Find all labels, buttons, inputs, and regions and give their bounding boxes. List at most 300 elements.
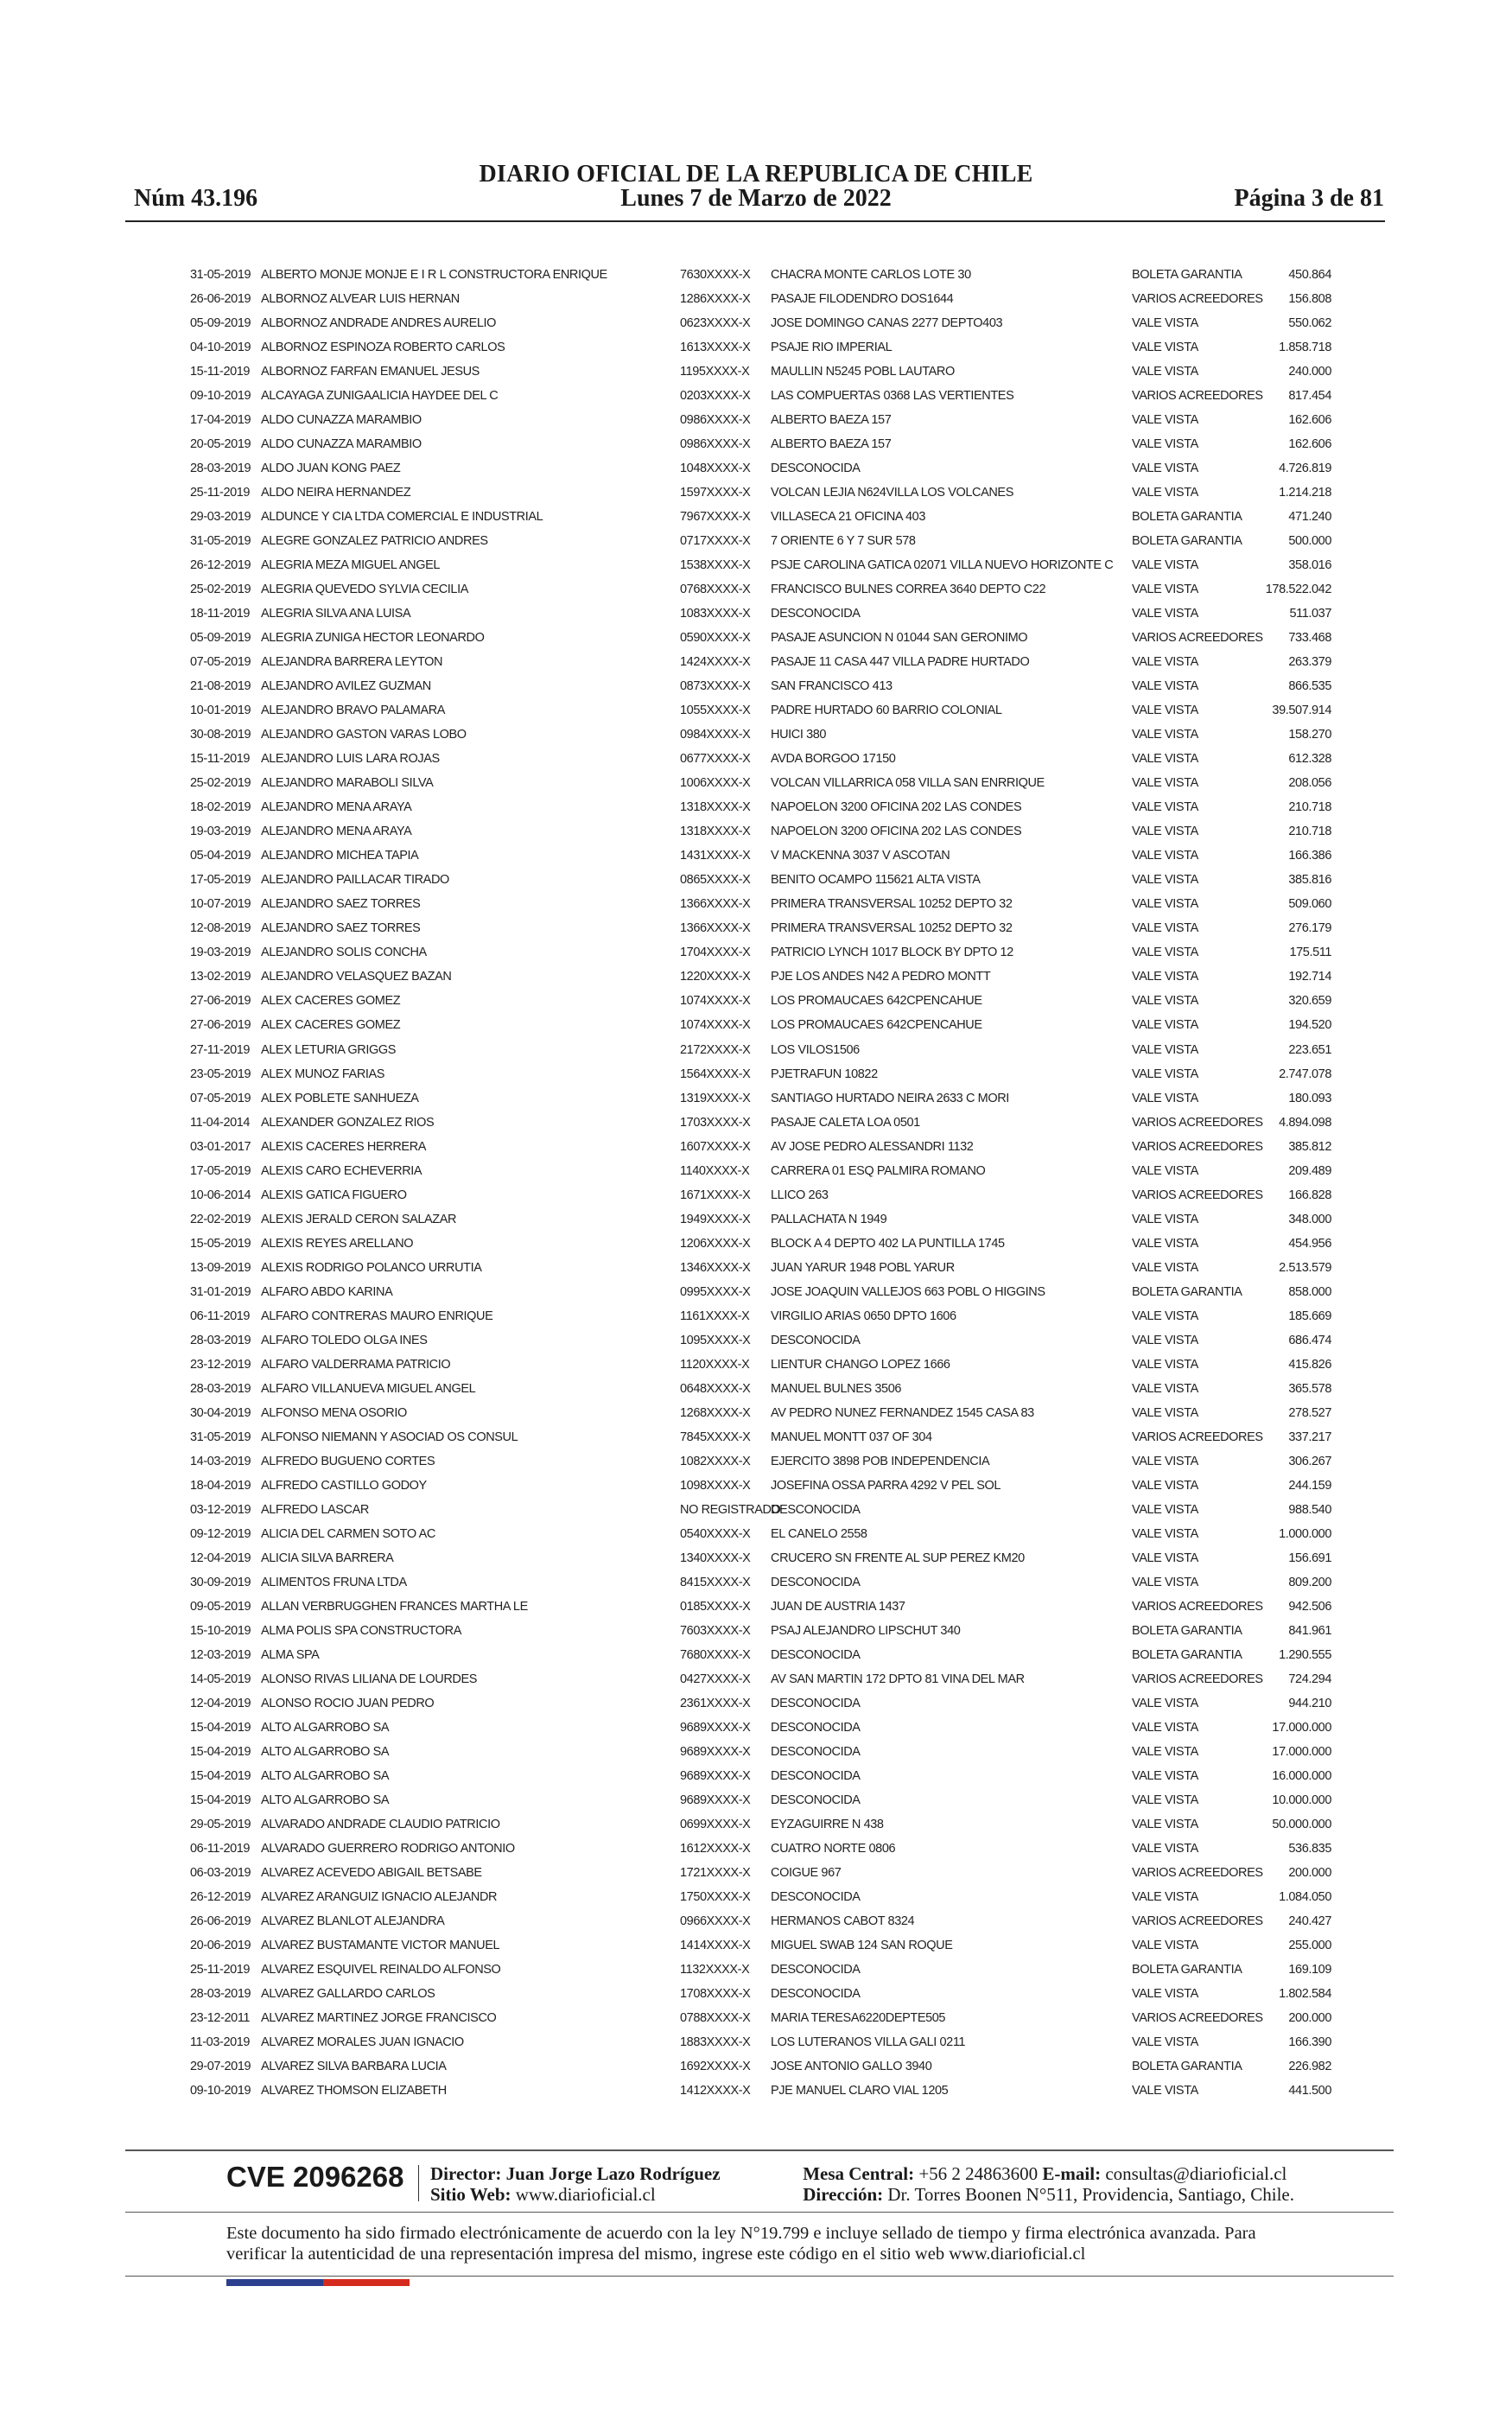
record-document-type: VALE VISTA bbox=[1132, 1067, 1198, 1081]
record-amount: 200.000 bbox=[1288, 1866, 1331, 1881]
record-date: 15-11-2019 bbox=[190, 752, 251, 767]
record-name: ALEGRIA SILVA ANA LUISA bbox=[261, 607, 411, 621]
record-date: 19-03-2019 bbox=[190, 946, 251, 960]
record-date: 28-03-2019 bbox=[190, 462, 251, 476]
record-address: PRIMERA TRANSVERSAL 10252 DEPTO 32 bbox=[771, 921, 1013, 936]
record-address: CHACRA MONTE CARLOS LOTE 30 bbox=[771, 268, 971, 282]
record-document-type: VALE VISTA bbox=[1132, 1042, 1198, 1057]
table-row bbox=[0, 505, 1512, 529]
record-rut: 0966XXXX-X bbox=[680, 1914, 751, 1929]
record-document-type: VARIOS ACREEDORES bbox=[1132, 2011, 1263, 2026]
record-name: ALEGRIA QUEVEDO SYLVIA CECILIA bbox=[261, 583, 468, 597]
record-date: 25-11-2019 bbox=[190, 486, 251, 500]
record-name: ALEJANDRO MICHEA TAPIA bbox=[261, 849, 419, 863]
record-name: ALEJANDRO SAEZ TORRES bbox=[261, 897, 421, 912]
record-address: 7 ORIENTE 6 Y 7 SUR 578 bbox=[771, 534, 916, 549]
record-address: AV JOSE PEDRO ALESSANDRI 1132 bbox=[771, 1139, 974, 1154]
record-address: DESCONOCIDA bbox=[771, 1987, 861, 2002]
table-row bbox=[0, 553, 1512, 577]
record-rut: 7967XXXX-X bbox=[680, 510, 751, 525]
record-name: ALEGRE GONZALEZ PATRICIO ANDRES bbox=[261, 534, 488, 549]
record-amount: 944.210 bbox=[1288, 1696, 1331, 1710]
record-amount: 200.000 bbox=[1288, 2011, 1331, 2026]
record-rut: 0788XXXX-X bbox=[680, 2011, 751, 2026]
record-date: 19-03-2019 bbox=[190, 825, 251, 839]
record-address: PASAJE FILODENDRO DOS1644 bbox=[771, 292, 954, 307]
record-rut: 1098XXXX-X bbox=[680, 1478, 751, 1493]
record-address: DESCONOCIDA bbox=[771, 1333, 861, 1347]
table-row bbox=[0, 1425, 1512, 1449]
record-name: ALMA POLIS SPA CONSTRUCTORA bbox=[261, 1623, 462, 1638]
record-name: ALEX MUNOZ FARIAS bbox=[261, 1067, 385, 1081]
record-document-type: VALE VISTA bbox=[1132, 1526, 1198, 1541]
record-rut: 9689XXXX-X bbox=[680, 1793, 751, 1807]
record-rut: 1424XXXX-X bbox=[680, 655, 751, 670]
table-row bbox=[0, 771, 1512, 795]
record-document-type: VALE VISTA bbox=[1132, 1502, 1198, 1517]
record-date: 15-04-2019 bbox=[190, 1768, 251, 1783]
record-date: 05-04-2019 bbox=[190, 849, 251, 863]
record-rut: 1721XXXX-X bbox=[680, 1866, 751, 1881]
footer-contact-block bbox=[803, 2163, 1294, 2205]
record-date: 20-05-2019 bbox=[190, 437, 251, 452]
record-date: 03-01-2017 bbox=[190, 1139, 251, 1154]
record-date: 30-04-2019 bbox=[190, 1405, 251, 1420]
record-date: 29-05-2019 bbox=[190, 1818, 251, 1831]
record-name: ALEX CACERES GOMEZ bbox=[261, 994, 401, 1009]
record-amount: 209.489 bbox=[1288, 1163, 1331, 1178]
record-name: ALVAREZ ACEVEDO ABIGAIL BETSABE bbox=[261, 1866, 482, 1881]
table-row bbox=[0, 263, 1512, 287]
record-rut: 1268XXXX-X bbox=[680, 1405, 751, 1420]
record-document-type: VALE VISTA bbox=[1132, 1357, 1198, 1372]
record-address: DESCONOCIDA bbox=[771, 1696, 861, 1710]
record-document-type: VARIOS ACREEDORES bbox=[1132, 631, 1263, 646]
record-address: PJE MANUEL CLARO VIAL 1205 bbox=[771, 2084, 949, 2098]
record-amount: 156.808 bbox=[1288, 292, 1331, 307]
record-rut: 1140XXXX-X bbox=[680, 1163, 750, 1178]
record-amount: 337.217 bbox=[1288, 1430, 1331, 1444]
table-row bbox=[0, 2054, 1512, 2079]
record-rut: 8415XXXX-X bbox=[680, 1575, 751, 1589]
issue-number: Núm 43.196 bbox=[134, 185, 258, 212]
record-document-type: VALE VISTA bbox=[1132, 1890, 1198, 1905]
record-address: AV SAN MARTIN 172 DPTO 81 VINA DEL MAR bbox=[771, 1672, 1025, 1686]
record-date: 31-05-2019 bbox=[190, 1430, 251, 1444]
record-document-type: VALE VISTA bbox=[1132, 462, 1198, 476]
record-amount: 4.894.098 bbox=[1279, 1115, 1331, 1130]
table-row bbox=[0, 1304, 1512, 1328]
record-address: HUICI 380 bbox=[771, 728, 827, 742]
record-document-type: VALE VISTA bbox=[1132, 849, 1198, 863]
record-amount: 733.468 bbox=[1288, 631, 1331, 646]
record-address: LOS PROMAUCAES 642CPENCAHUE bbox=[771, 994, 982, 1009]
record-date: 29-07-2019 bbox=[190, 2060, 251, 2074]
table-row bbox=[0, 1135, 1512, 1159]
record-name: ALEX CACERES GOMEZ bbox=[261, 1018, 401, 1033]
record-amount: 226.982 bbox=[1288, 2060, 1331, 2074]
record-document-type: VARIOS ACREEDORES bbox=[1132, 1866, 1263, 1881]
record-name: ALBORNOZ FARFAN EMANUEL JESUS bbox=[261, 365, 480, 379]
record-name: ALIMENTOS FRUNA LTDA bbox=[261, 1575, 407, 1589]
record-name: ALMA SPA bbox=[261, 1647, 320, 1662]
record-name: ALVAREZ MORALES JUAN IGNACIO bbox=[261, 2035, 464, 2050]
table-row bbox=[0, 529, 1512, 553]
record-date: 15-11-2019 bbox=[190, 365, 251, 379]
record-document-type: VARIOS ACREEDORES bbox=[1132, 292, 1263, 307]
record-name: ALFREDO BUGUENO CORTES bbox=[261, 1454, 435, 1468]
record-rut: 7845XXXX-X bbox=[680, 1430, 751, 1444]
record-address: DESCONOCIDA bbox=[771, 1963, 861, 1977]
record-address: JOSE ANTONIO GALLO 3940 bbox=[771, 2060, 932, 2074]
table-row bbox=[0, 674, 1512, 698]
record-amount: 320.659 bbox=[1288, 994, 1331, 1009]
legal-notice: Este documento ha sido firmado electrónicamente de acuerdo con la ley N°19.799 e incluye sellado de tiempo y firma electrónica avanzada. Para verificar la autenticidad de una representación impresa del mismo, ingrese este código en el sitio web www.diarioficial.cl bbox=[226, 2224, 1256, 2264]
record-rut: 0203XXXX-X bbox=[680, 389, 751, 404]
record-address: VILLASECA 21 OFICINA 403 bbox=[771, 510, 925, 525]
record-date: 11-04-2014 bbox=[190, 1115, 251, 1130]
record-address: SAN FRANCISCO 413 bbox=[771, 679, 893, 694]
table-row bbox=[0, 408, 1512, 432]
record-address: PATRICIO LYNCH 1017 BLOCK BY DPTO 12 bbox=[771, 946, 1013, 960]
record-name: ALDO JUAN KONG PAEZ bbox=[261, 462, 401, 476]
record-address: DESCONOCIDA bbox=[771, 607, 861, 621]
record-document-type: VALE VISTA bbox=[1132, 873, 1198, 888]
record-rut: 1206XXXX-X bbox=[680, 1236, 751, 1251]
record-name: ALONSO RIVAS LILIANA DE LOURDES bbox=[261, 1672, 478, 1686]
header-divider bbox=[125, 220, 1385, 222]
record-rut: 1366XXXX-X bbox=[680, 921, 751, 936]
record-amount: 175.511 bbox=[1289, 946, 1331, 960]
record-address: PJETRAFUN 10822 bbox=[771, 1067, 878, 1081]
table-row bbox=[0, 1716, 1512, 1740]
table-row bbox=[0, 965, 1512, 989]
record-address: MAULLIN N5245 POBL LAUTARO bbox=[771, 365, 955, 379]
record-date: 15-04-2019 bbox=[190, 1720, 251, 1735]
table-row bbox=[0, 1619, 1512, 1643]
record-rut: 1564XXXX-X bbox=[680, 1067, 751, 1081]
record-name: ALEX POBLETE SANHUEZA bbox=[261, 1091, 419, 1105]
record-amount: 536.835 bbox=[1288, 1842, 1331, 1856]
record-amount: 194.520 bbox=[1288, 1018, 1331, 1033]
record-date: 27-06-2019 bbox=[190, 1018, 251, 1033]
record-rut: 2172XXXX-X bbox=[680, 1042, 751, 1057]
address-label: Dirección: bbox=[803, 2184, 884, 2205]
record-document-type: VALE VISTA bbox=[1132, 1163, 1198, 1178]
record-rut: 1412XXXX-X bbox=[680, 2084, 751, 2098]
record-amount: 2.747.078 bbox=[1279, 1067, 1331, 1081]
record-amount: 988.540 bbox=[1288, 1502, 1331, 1517]
record-address: AVDA BORGOO 17150 bbox=[771, 752, 896, 767]
record-document-type: VALE VISTA bbox=[1132, 1236, 1198, 1251]
table-row bbox=[0, 868, 1512, 892]
record-rut: 9689XXXX-X bbox=[680, 1720, 751, 1735]
record-amount: 263.379 bbox=[1288, 655, 1331, 670]
table-row bbox=[0, 2030, 1512, 2054]
record-rut: 1708XXXX-X bbox=[680, 1987, 751, 2002]
record-document-type: VALE VISTA bbox=[1132, 1696, 1198, 1710]
record-address: DESCONOCIDA bbox=[771, 1720, 861, 1735]
record-rut: 0865XXXX-X bbox=[680, 873, 751, 888]
record-date: 29-03-2019 bbox=[190, 510, 251, 525]
table-row bbox=[0, 1643, 1512, 1667]
record-document-type: VALE VISTA bbox=[1132, 655, 1198, 670]
record-document-type: BOLETA GARANTIA bbox=[1132, 1623, 1242, 1638]
record-address: MARIA TERESA6220DEPTE505 bbox=[771, 2011, 946, 2026]
gazette-title: DIARIO OFICIAL DE LA REPUBLICA DE CHILE bbox=[479, 161, 1033, 188]
record-name: ALFREDO CASTILLO GODOY bbox=[261, 1478, 427, 1493]
record-name: ALEJANDRO BRAVO PALAMARA bbox=[261, 704, 446, 718]
record-rut: 1132XXXX-X bbox=[680, 1963, 750, 1977]
record-name: ALFONSO MENA OSORIO bbox=[261, 1405, 407, 1420]
record-document-type: BOLETA GARANTIA bbox=[1132, 510, 1242, 525]
record-date: 09-12-2019 bbox=[190, 1526, 251, 1541]
table-row bbox=[0, 432, 1512, 456]
table-row bbox=[0, 1909, 1512, 1933]
record-name: ALEGRIA ZUNIGA HECTOR LEONARDO bbox=[261, 631, 485, 646]
record-document-type: BOLETA GARANTIA bbox=[1132, 268, 1242, 282]
table-row bbox=[0, 1401, 1512, 1425]
record-address: NAPOELON 3200 OFICINA 202 LAS CONDES bbox=[771, 825, 1022, 839]
record-address: JOSE DOMINGO CANAS 2277 DEPTO403 bbox=[771, 316, 1003, 331]
record-date: 31-05-2019 bbox=[190, 268, 251, 282]
record-address: MANUEL MONTT 037 OF 304 bbox=[771, 1430, 932, 1444]
record-amount: 50.000.000 bbox=[1272, 1818, 1331, 1831]
record-amount: 612.328 bbox=[1288, 752, 1331, 767]
record-name: ALEJANDRA BARRERA LEYTON bbox=[261, 655, 443, 670]
record-address: LLICO 263 bbox=[771, 1188, 829, 1202]
record-date: 15-10-2019 bbox=[190, 1623, 251, 1638]
record-amount: 4.726.819 bbox=[1279, 462, 1331, 476]
record-document-type: VALE VISTA bbox=[1132, 1818, 1198, 1831]
record-document-type: VALE VISTA bbox=[1132, 486, 1198, 500]
record-date: 28-03-2019 bbox=[190, 1381, 251, 1396]
table-row bbox=[0, 916, 1512, 940]
record-amount: 841.961 bbox=[1288, 1623, 1331, 1638]
record-rut: 0986XXXX-X bbox=[680, 437, 751, 452]
record-amount: 385.812 bbox=[1288, 1139, 1331, 1154]
record-rut: 0873XXXX-X bbox=[680, 679, 751, 694]
record-amount: 223.651 bbox=[1288, 1042, 1331, 1057]
record-rut: 0590XXXX-X bbox=[680, 631, 751, 646]
table-row bbox=[0, 1885, 1512, 1909]
record-document-type: VALE VISTA bbox=[1132, 1842, 1198, 1856]
record-address: LOS PROMAUCAES 642CPENCAHUE bbox=[771, 1018, 982, 1033]
flag-stripe-blue bbox=[226, 2279, 323, 2286]
record-date: 04-10-2019 bbox=[190, 341, 251, 355]
record-document-type: VARIOS ACREEDORES bbox=[1132, 1115, 1263, 1130]
table-row bbox=[0, 1256, 1512, 1280]
record-rut: 1161XXXX-X bbox=[680, 1309, 750, 1323]
record-document-type: VALE VISTA bbox=[1132, 1260, 1198, 1275]
record-document-type: VALE VISTA bbox=[1132, 1793, 1198, 1807]
record-amount: 210.718 bbox=[1288, 800, 1331, 815]
record-amount: 686.474 bbox=[1288, 1333, 1331, 1347]
record-amount: 2.513.579 bbox=[1279, 1260, 1331, 1275]
record-address: PSJE CAROLINA GATICA 02071 VILLA NUEVO HORIZONTE C bbox=[771, 558, 1114, 573]
email-link[interactable]: consultas@diarioficial.cl bbox=[1105, 2163, 1287, 2184]
record-name: ALVAREZ THOMSON ELIZABETH bbox=[261, 2084, 447, 2098]
record-name: ALTO ALGARROBO SA bbox=[261, 1793, 390, 1807]
table-row bbox=[0, 1933, 1512, 1958]
record-amount: 450.864 bbox=[1288, 268, 1331, 282]
record-name: ALTO ALGARROBO SA bbox=[261, 1744, 390, 1759]
record-document-type: BOLETA GARANTIA bbox=[1132, 2060, 1242, 2074]
record-name: ALEXANDER GONZALEZ RIOS bbox=[261, 1115, 435, 1130]
record-rut: 0623XXXX-X bbox=[680, 316, 751, 331]
record-amount: 724.294 bbox=[1288, 1672, 1331, 1686]
table-row bbox=[0, 723, 1512, 747]
record-rut: 9689XXXX-X bbox=[680, 1768, 751, 1783]
site-link[interactable]: www.diarioficial.cl bbox=[515, 2184, 656, 2205]
table-row bbox=[0, 456, 1512, 481]
record-amount: 192.714 bbox=[1288, 970, 1331, 984]
record-document-type: VALE VISTA bbox=[1132, 583, 1198, 597]
record-date: 12-04-2019 bbox=[190, 1551, 251, 1565]
record-document-type: VALE VISTA bbox=[1132, 1309, 1198, 1323]
record-amount: 1.084.050 bbox=[1279, 1890, 1331, 1905]
record-document-type: VALE VISTA bbox=[1132, 437, 1198, 452]
record-amount: 166.390 bbox=[1288, 2035, 1331, 2050]
record-address: CARRERA 01 ESQ PALMIRA ROMANO bbox=[771, 1163, 986, 1178]
record-document-type: VALE VISTA bbox=[1132, 994, 1198, 1009]
record-document-type: VALE VISTA bbox=[1132, 1987, 1198, 2002]
record-document-type: VARIOS ACREEDORES bbox=[1132, 1139, 1263, 1154]
table-row bbox=[0, 698, 1512, 723]
record-amount: 240.427 bbox=[1288, 1914, 1331, 1929]
record-rut: 7680XXXX-X bbox=[680, 1647, 751, 1662]
record-date: 14-05-2019 bbox=[190, 1672, 251, 1686]
record-address: DESCONOCIDA bbox=[771, 1744, 861, 1759]
record-date: 25-02-2019 bbox=[190, 583, 251, 597]
record-rut: 0699XXXX-X bbox=[680, 1818, 751, 1831]
table-row bbox=[0, 1982, 1512, 2006]
record-name: ALICIA SILVA BARRERA bbox=[261, 1551, 394, 1565]
record-address: PALLACHATA N 1949 bbox=[771, 1212, 887, 1226]
record-address: NAPOELON 3200 OFICINA 202 LAS CONDES bbox=[771, 800, 1022, 815]
record-address: PASAJE CALETA LOA 0501 bbox=[771, 1115, 920, 1130]
record-date: 11-03-2019 bbox=[190, 2035, 251, 2050]
record-document-type: VALE VISTA bbox=[1132, 1478, 1198, 1493]
footer-divider-top bbox=[125, 2149, 1394, 2151]
record-rut: 1607XXXX-X bbox=[680, 1139, 751, 1154]
record-address: VIRGILIO ARIAS 0650 DPTO 1606 bbox=[771, 1309, 956, 1323]
record-address: LOS VILOS1506 bbox=[771, 1042, 860, 1057]
record-date: 10-01-2019 bbox=[190, 704, 251, 718]
record-amount: 240.000 bbox=[1288, 365, 1331, 379]
record-amount: 17.000.000 bbox=[1272, 1744, 1331, 1759]
record-document-type: VALE VISTA bbox=[1132, 1744, 1198, 1759]
record-address: DESCONOCIDA bbox=[771, 462, 861, 476]
record-document-type: VALE VISTA bbox=[1132, 921, 1198, 936]
record-rut: 1120XXXX-X bbox=[680, 1357, 750, 1372]
record-document-type: VALE VISTA bbox=[1132, 776, 1198, 791]
record-date: 26-06-2019 bbox=[190, 292, 251, 307]
table-row bbox=[0, 384, 1512, 408]
record-date: 07-05-2019 bbox=[190, 1091, 251, 1105]
page-indicator: Página 3 de 81 bbox=[1234, 185, 1384, 212]
record-document-type: VARIOS ACREEDORES bbox=[1132, 1672, 1263, 1686]
record-name: ALDO CUNAZZA MARAMBIO bbox=[261, 413, 422, 428]
record-document-type: VARIOS ACREEDORES bbox=[1132, 1599, 1263, 1614]
record-document-type: VALE VISTA bbox=[1132, 1381, 1198, 1396]
record-address: DESCONOCIDA bbox=[771, 1793, 861, 1807]
record-amount: 358.016 bbox=[1288, 558, 1331, 573]
table-row bbox=[0, 989, 1512, 1013]
record-address: JOSEFINA OSSA PARRA 4292 V PEL SOL bbox=[771, 1478, 1001, 1493]
record-address: EYZAGUIRRE N 438 bbox=[771, 1818, 884, 1831]
record-name: ALONSO ROCIO JUAN PEDRO bbox=[261, 1696, 435, 1710]
record-rut: 0540XXXX-X bbox=[680, 1526, 751, 1541]
record-date: 30-08-2019 bbox=[190, 728, 251, 742]
record-name: ALEJANDRO SOLIS CONCHA bbox=[261, 946, 427, 960]
record-amount: 509.060 bbox=[1288, 897, 1331, 912]
record-rut: 1613XXXX-X bbox=[680, 341, 751, 355]
mesa-label: Mesa Central: bbox=[803, 2163, 915, 2184]
record-amount: 169.109 bbox=[1288, 1963, 1331, 1977]
record-amount: 550.062 bbox=[1288, 316, 1331, 331]
record-date: 18-02-2019 bbox=[190, 800, 251, 815]
record-address: MANUEL BULNES 3506 bbox=[771, 1381, 902, 1396]
record-rut: 1074XXXX-X bbox=[680, 994, 751, 1009]
record-amount: 39.507.914 bbox=[1272, 704, 1331, 718]
record-document-type: VALE VISTA bbox=[1132, 316, 1198, 331]
record-rut: 1095XXXX-X bbox=[680, 1333, 751, 1347]
table-row bbox=[0, 577, 1512, 602]
record-date: 17-04-2019 bbox=[190, 413, 251, 428]
table-row bbox=[0, 1159, 1512, 1183]
record-date: 09-10-2019 bbox=[190, 2084, 251, 2098]
record-amount: 817.454 bbox=[1288, 389, 1331, 404]
record-amount: 244.159 bbox=[1288, 1478, 1331, 1493]
record-document-type: VALE VISTA bbox=[1132, 704, 1198, 718]
record-document-type: VALE VISTA bbox=[1132, 728, 1198, 742]
record-rut: 1346XXXX-X bbox=[680, 1260, 751, 1275]
record-document-type: VALE VISTA bbox=[1132, 2084, 1198, 2098]
table-row bbox=[0, 1498, 1512, 1522]
record-rut: 1366XXXX-X bbox=[680, 897, 751, 912]
record-document-type: VALE VISTA bbox=[1132, 365, 1198, 379]
table-row bbox=[0, 1861, 1512, 1885]
record-document-type: VALE VISTA bbox=[1132, 2035, 1198, 2050]
record-rut: 0427XXXX-X bbox=[680, 1672, 751, 1686]
record-rut: 1318XXXX-X bbox=[680, 825, 751, 839]
record-rut: 1538XXXX-X bbox=[680, 558, 751, 573]
record-date: 07-05-2019 bbox=[190, 655, 251, 670]
record-amount: 365.578 bbox=[1288, 1381, 1331, 1396]
record-rut: 1612XXXX-X bbox=[680, 1842, 751, 1856]
record-name: ALVAREZ ARANGUIZ IGNACIO ALEJANDR bbox=[261, 1890, 498, 1905]
record-document-type: VALE VISTA bbox=[1132, 1575, 1198, 1589]
table-row bbox=[0, 819, 1512, 844]
table-row bbox=[0, 1788, 1512, 1812]
record-amount: 500.000 bbox=[1288, 534, 1331, 549]
record-address: JUAN DE AUSTRIA 1437 bbox=[771, 1599, 905, 1614]
record-address: HERMANOS CABOT 8324 bbox=[771, 1914, 915, 1929]
record-document-type: VALE VISTA bbox=[1132, 1405, 1198, 1420]
record-address: JUAN YARUR 1948 POBL YARUR bbox=[771, 1260, 955, 1275]
record-rut: 1750XXXX-X bbox=[680, 1890, 751, 1905]
table-row bbox=[0, 1207, 1512, 1232]
table-row bbox=[0, 795, 1512, 819]
record-rut: 9689XXXX-X bbox=[680, 1744, 751, 1759]
table-row bbox=[0, 1667, 1512, 1691]
record-address: PSAJ ALEJANDRO LIPSCHUT 340 bbox=[771, 1623, 961, 1638]
table-row bbox=[0, 940, 1512, 965]
record-address: AV PEDRO NUNEZ FERNANDEZ 1545 CASA 83 bbox=[771, 1405, 1034, 1420]
record-name: ALEJANDRO MARABOLI SILVA bbox=[261, 776, 434, 791]
record-date: 27-11-2019 bbox=[190, 1042, 251, 1057]
